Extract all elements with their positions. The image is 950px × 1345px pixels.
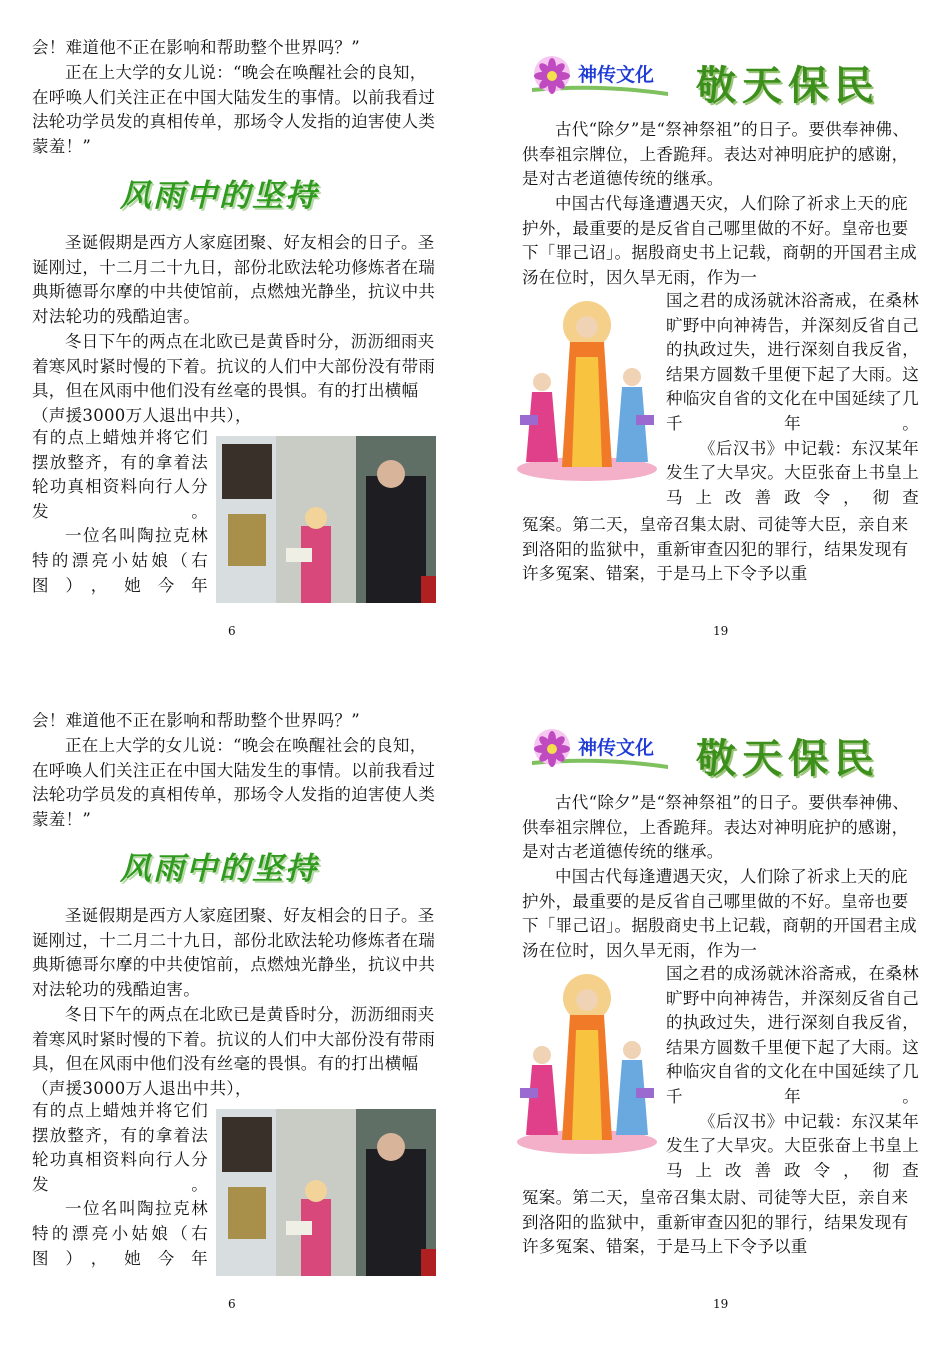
right-page-number: 19 xyxy=(713,1297,729,1311)
right-wrap-paragraph-1: 国之君的成汤就沐浴斋戒，在桑林旷野中向神祷告，并深刻反省自己的执政过失，进行深刻自我反省，结果方圆数千里便下起了大雨。这种临灾自省的文化在中国延续了几千年。 xyxy=(666,291,919,433)
lotus-flower-icon xyxy=(534,731,570,767)
left-paragraph-3: 圣诞假期是西方人家庭团聚、好友相会的日子。圣诞刚过，十二月二十九日，部份北欧法轮功修炼者在瑞典斯德哥尔摩的中共使馆前，点燃烛光静坐，抗议中共对法轮功的残酷迫害。 xyxy=(32,906,436,999)
right-article-title: 敬天保民 xyxy=(696,63,880,109)
right-paragraph-2: 中国古代每逢遭遇天灾，人们除了祈求上天的庇护外，最重要的是反省自己哪里做的不好。皇帝也要下「罪己诏」。据殷商史书上记载，商朝的开国君主成汤在位时，因久旱无雨，作为一 xyxy=(522,194,917,287)
right-wrap-paragraph-2: 《后汉书》中记载：东汉某年发生了大旱灾。大臣张奋上书皇上马上改善政令，彻查 xyxy=(666,1111,919,1180)
left-wrapped-text xyxy=(32,426,208,598)
left-page-number: 6 xyxy=(228,624,236,638)
right-wrapped-text xyxy=(666,962,919,1183)
left-paragraph-1: 会！难道他不正在影响和帮助整个世界吗？” xyxy=(32,711,360,730)
left-wrap-paragraph-2: 一位名叫陶拉克林特的漂亮小姑娘（右图），她今年 xyxy=(32,526,208,595)
left-paragraph-4: 冬日下午的两点在北欧已是黄昏时分，沥沥细雨夹着寒风时紧时慢的下着。抗议的人们中大部份没有带雨具，但在风雨中他们没有丝毫的畏惧。有的打出横幅（声援3000万人退出中共）， xyxy=(32,332,436,425)
left-paragraph-1: 会！难道他不正在影响和帮助整个世界吗？” xyxy=(32,38,360,57)
left-paragraph-3: 圣诞假期是西方人家庭团聚、好友相会的日子。圣诞刚过，十二月二十九日，部份北欧法轮功修炼者在瑞典斯德哥尔摩的中共使馆前，点燃烛光静坐，抗议中共对法轮功的残酷迫害。 xyxy=(32,233,436,326)
right-paragraph-3: 冤案。第二天，皇帝召集太尉、司徒等大臣，亲自来到洛阳的监狱中，重新审查囚犯的罪行，结果发现有许多冤案、错案，于是马上下令予以重 xyxy=(522,1188,909,1257)
right-article-title: 敬天保民 xyxy=(696,736,880,782)
protest-photo xyxy=(216,1109,436,1276)
left-paragraph-2: 正在上大学的女儿说：“晚会在唤醒社会的良知，在呼唤人们关注正在中国大陆发生的事情。以前我看过法轮功学员发的真相传单，那场令人发指的迫害使人类蒙羞！” xyxy=(32,736,436,829)
right-wrapped-text xyxy=(666,289,919,510)
left-article-title: 风雨中的坚持 xyxy=(120,178,318,214)
section-badge: 神传文化 xyxy=(578,737,655,759)
right-paragraph-2: 中国古代每逢遭遇天灾，人们除了祈求上天的庇护外，最重要的是反省自己哪里做的不好。皇帝也要下「罪己诏」。据殷商史书上记载，商朝的开国君主成汤在位时，因久旱无雨，作为一 xyxy=(522,867,917,960)
left-paragraph-2: 正在上大学的女儿说：“晚会在唤醒社会的良知，在呼唤人们关注正在中国大陆发生的事情。以前我看过法轮功学员发的真相传单，那场令人发指的迫害使人类蒙羞！” xyxy=(32,63,436,156)
left-wrap-paragraph-2: 一位名叫陶拉克林特的漂亮小姑娘（右图），她今年 xyxy=(32,1199,208,1268)
booklet-spread-top xyxy=(0,0,950,672)
right-wrap-paragraph-2: 《后汉书》中记载：东汉某年发生了大旱灾。大臣张奋上书皇上马上改善政令，彻查 xyxy=(666,438,919,507)
lotus-flower-icon xyxy=(534,58,570,94)
left-wrapped-text xyxy=(32,1099,208,1271)
goddess-illustration xyxy=(512,970,662,1156)
booklet-spread-bottom xyxy=(0,673,950,1345)
left-paragraph-4: 冬日下午的两点在北欧已是黄昏时分，沥沥细雨夹着寒风时紧时慢的下着。抗议的人们中大部份没有带雨具，但在风雨中他们没有丝毫的畏惧。有的打出横幅（声援3000万人退出中共）， xyxy=(32,1005,436,1098)
section-badge: 神传文化 xyxy=(578,64,655,86)
right-paragraph-1: 古代“除夕”是“祭神祭祖”的日子。要供奉神佛、供奉祖宗牌位，上香跪拜。表达对神明庇护的感谢，是对古老道德传统的继承。 xyxy=(522,120,910,189)
left-page-number: 6 xyxy=(228,1297,236,1311)
right-paragraph-3: 冤案。第二天，皇帝召集太尉、司徒等大臣，亲自来到洛阳的监狱中，重新审查囚犯的罪行，结果发现有许多冤案、错案，于是马上下令予以重 xyxy=(522,515,909,584)
right-paragraph-1: 古代“除夕”是“祭神祭祖”的日子。要供奉神佛、供奉祖宗牌位，上香跪拜。表达对神明庇护的感谢，是对古老道德传统的继承。 xyxy=(522,793,910,862)
right-page-number: 19 xyxy=(713,624,729,638)
goddess-illustration xyxy=(512,297,662,483)
left-wrap-paragraph-1: 有的点上蜡烛并将它们摆放整齐，有的拿着法轮功真相资料向行人分发。 xyxy=(32,1101,208,1194)
right-wrap-paragraph-1: 国之君的成汤就沐浴斋戒，在桑林旷野中向神祷告，并深刻反省自己的执政过失，进行深刻自我反省，结果方圆数千里便下起了大雨。这种临灾自省的文化在中国延续了几千年。 xyxy=(666,964,919,1106)
left-wrap-paragraph-1: 有的点上蜡烛并将它们摆放整齐，有的拿着法轮功真相资料向行人分发。 xyxy=(32,428,208,521)
protest-photo xyxy=(216,436,436,603)
left-article-title: 风雨中的坚持 xyxy=(120,851,318,887)
